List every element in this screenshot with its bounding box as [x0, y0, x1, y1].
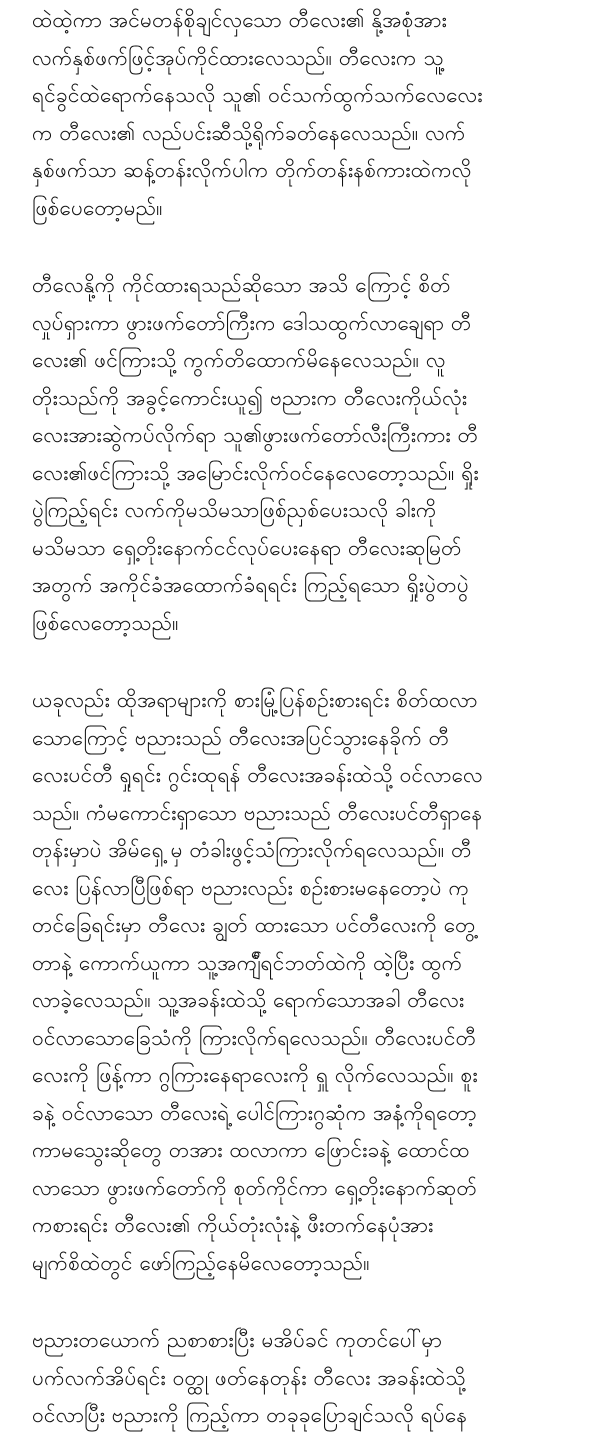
text-line: တာနဲ့ ကောက်ယူကာ သူ့အကျ်ီရင်ဘတ်ထဲကို ထဲ့ပြီး ထွက် — [32, 950, 463, 975]
text-line: ဖြစ်ပေတော့မည်။ — [32, 195, 163, 220]
text-line: လှုပ်ရှားကာ ဖွားဖက်တော်ကြီးက ဒေါသထွက်လာချေရာ တီ — [32, 310, 472, 335]
text-line: ကစားရင်း တီလေး၏ ကိုယ်တုံးလုံးနဲ့ ဖီးတက်နေပုံအား — [32, 1213, 434, 1237]
text-line: လေး၏ ဖင်ကြားသို့ ကွက်တိထောက်မိနေလေသည်။ လူ — [32, 348, 446, 372]
paragraph-1 — [32, 2, 572, 227]
text-line: မျက်စိထဲတွင် ဖော်ကြည့်နေမိလေတော့သည်။ — [32, 1250, 370, 1275]
text-line: ခနဲ့ ဝင်လာသော တီလေးရဲ့ ပေါင်ကြားဂွဆုံက အနံ့ကိုရတော့ — [32, 1100, 477, 1125]
text-line: ဗညားတယောက် ညစာစားပြီး မအိပ်ခင် ကုတင်ပေါ်မှာ — [32, 1328, 443, 1352]
text-line: ထဲထဲ့ကာ အင်မတန်စိုချင်လှသော တီလေး၏ နို့အစုံအား — [32, 8, 447, 32]
text-line: သည်။ ကံမကောင်းရှာသော ဗညားသည် တီလေးပင်တီရှာနေ — [32, 800, 483, 825]
text-line: ဝင်လာပြီး ဗညားကို ကြည့်ကာ တခုခုပြောချင်သလို ရပ်နေ — [32, 1403, 468, 1427]
text-line: ရင်ခွင်ထဲရောက်နေသလို သူ၏ ဝင်သက်ထွက်သက်လေလေး — [32, 83, 483, 107]
text-line: သောကြောင့် ဗညားသည် တီလေးအပြင်သွားနေခိုက် တီ — [32, 725, 450, 750]
text-line: မသိမသာ ရှေ့တိုးနောက်ငင်လုပ်ပေးနေရာ တီလေးဆုမြတ် — [32, 535, 462, 560]
text-line: ပက်လက်အိပ်ရင်း ဝတ္ထု ဖတ်နေတုန်း တီလေး အခန်းထဲသို့ — [32, 1365, 466, 1390]
paragraph-3 — [32, 682, 572, 1282]
text-line: လာခဲ့လေသည်။ သူ့အခန်းထဲသို့ ရောက်သောအခါ တီလေး — [32, 988, 465, 1012]
text-line: ဖြစ်လေတော့သည်။ — [32, 610, 179, 635]
text-line: က တီလေး၏ လည်ပင်းဆီသို့ရိုက်ခတ်နေလေသည်။ လက် — [32, 120, 466, 145]
text-line: တင်ခြေရင်းမှာ တီလေး ချွတ် ထားသော ပင်တီလေးကို တွေ့ — [32, 913, 476, 937]
paragraph-2 — [32, 267, 572, 642]
text-line: လေး၏ဖင်ကြားသို့ အမြောင်းလိုက်ဝင်နေလေတော့သည်။ ရှိုး — [32, 460, 479, 485]
text-line: လေးပင်တီ ရှုရင်း ဂွင်းထုရန် တီလေးအခန်းထဲသို့ ဝင်လာလေ — [32, 763, 483, 787]
text-line: တုန်းမှာပဲ အိမ်ရှေ့ မှ တံခါးဖွင့်သံကြားလိုက်ရလေသည်။ တီ — [32, 838, 472, 862]
text-line: လေး ပြန်လာပြီဖြစ်ရာ ဗညားလည်း စဉ်းစားမနေတော့ပဲ ကု — [32, 875, 470, 900]
text-line: လေးကို ဖြန့်ကာ ဂွကြားနေရာလေးကို ရှူ လိုက်လေသည်။ စူး — [32, 1063, 478, 1087]
text-line: တီလေနို့ကို ကိုင်ထားရသည်ဆိုသော အသိ ကြောင့် စိတ် — [32, 273, 451, 297]
paragraph-4 — [32, 1322, 572, 1435]
text-line: လာသော ဖွားဖက်တော်ကို စုတ်ကိုင်ကာ ရှေ့တိုးနောက်ဆုတ် — [32, 1175, 477, 1200]
text-line: လက်နှစ်ဖက်ဖြင့်အုပ်ကိုင်ထားလေသည်။ တီလေးက သူ့ — [32, 45, 444, 70]
text-line: ပွဲကြည့်ရင်း လက်ကိုမသိမသာဖြစ်ညှစ်ပေးသလို ခါးကို — [32, 498, 437, 522]
text-line: ယခုလည်း ထိုအရာများကို စားမြုံ့ပြန်စဉ်းစားရင်း စိတ်ထလာ — [32, 688, 478, 712]
text-line: အတွက် အကိုင်ခံအထောက်ခံရရင်း ကြည့်ရသော ရှိုးပွဲတပွဲ — [32, 573, 469, 597]
text-line: တိုးသည်ကို အခွင့်ကောင်းယူ၍ ဗညားက တီလေးကိုယ်လုံး — [32, 385, 468, 410]
text-line: ကာမသွေးဆိုတွေ တအား ထလာကာ ဖြောင်းခနဲ့ ထောင်ထ — [32, 1138, 470, 1162]
text-line: နှစ်ဖက်သာ ဆန့်တန်းလိုက်ပါက တိုက်တန်းနစ်ကားထဲကလို — [32, 158, 472, 182]
text-line: ဝင်လာသောခြေသံကို ကြားလိုက်ရလေသည်။ တီလေးပင်တီ — [32, 1025, 477, 1050]
text-line: လေးအားဆွဲကပ်လိုက်ရာ သူ၏ဖွားဖက်တော်လီးကြီးကား တီ — [32, 423, 479, 447]
